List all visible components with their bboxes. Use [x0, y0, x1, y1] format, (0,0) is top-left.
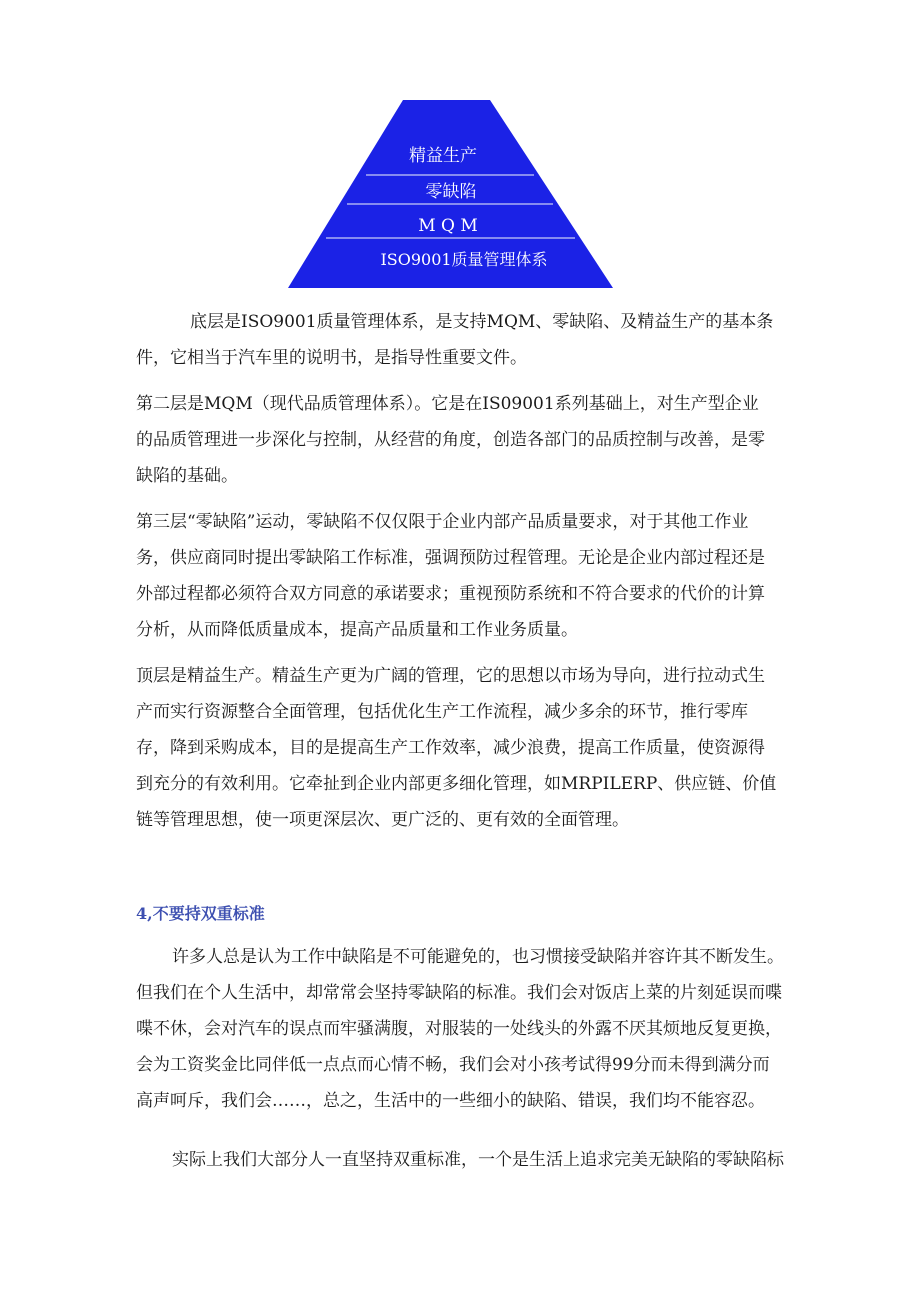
paragraph-line: 会为工资奖金比同伴低一点点而心情不畅，我们会对小孩考试得99分而未得到满分而 [136, 1055, 770, 1075]
paragraph-line: 存，降到采购成本，目的是提高生产工作效率，减少浪费，提高工作质量，使资源得 [136, 738, 765, 758]
paragraph-line: 务，供应商同时提出零缺陷工作标准，强调预防过程管理。无论是企业内部过程还是 [136, 548, 765, 568]
paragraph-line: 底层是ISO9001质量管理体系，是支持MQM、零缺陷、及精益生产的基本条 [190, 312, 774, 332]
paragraph-line: 产而实行资源整合全面管理，包括优化生产工作流程，减少多余的环节，推行零库 [136, 702, 748, 722]
paragraph-line: 第三层“零缺陷”运动，零缺陷不仅仅限于企业内部产品质量要求，对于其他工作业 [136, 512, 749, 532]
paragraph-line: 高声呵斥，我们会……，总之，生活中的一些细小的缺陷、错误，我们均不能容忍。 [136, 1091, 765, 1111]
pyramid-level-zero-defect: 零缺陷 [425, 182, 477, 202]
paragraph-line: 件，它相当于汽车里的说明书，是指导性重要文件。 [136, 348, 527, 368]
quality-pyramid-diagram [288, 100, 613, 288]
pyramid-svg [288, 100, 613, 288]
paragraph-line: 实际上我们大部分人一直坚持双重标准，一个是生活上追求完美无缺陷的零缺陷标 [172, 1150, 784, 1170]
paragraph-line: 喋不休，会对汽车的误点而牢骚满腹，对服装的一处线头的外露不厌其烦地反复更换， [136, 1019, 782, 1039]
pyramid-level-iso9001: ISO9001质量管理体系 [380, 250, 548, 269]
paragraph-line: 的品质管理进一步深化与控制，从经营的角度，创造各部门的品质控制与改善，是零 [136, 430, 765, 450]
pyramid-level-mqm: M Q M [418, 216, 478, 236]
paragraph-line: 第二层是MQM（现代品质管理体系）。它是在IS09001系列基础上，对生产型企业 [136, 394, 759, 414]
paragraph-line: 缺陷的基础。 [136, 466, 238, 486]
paragraph-line: 但我们在个人生活中，却常常会坚持零缺陷的标准。我们会对饭店上菜的片刻延误而喋 [136, 983, 782, 1003]
paragraph-line: 到充分的有效利用。它牵扯到企业内部更多细化管理，如MRPILERP、供应链、价值 [136, 774, 777, 794]
pyramid-level-lean: 精益生产 [409, 146, 477, 166]
paragraph-line: 分析，从而降低质量成本，提高产品质量和工作业务质量。 [136, 620, 578, 640]
paragraph-line: 许多人总是认为工作中缺陷是不可能避免的，也习惯接受缺陷并容许其不断发生。 [172, 947, 784, 967]
paragraph-line: 外部过程都必须符合双方同意的承诺要求；重视预防系统和不符合要求的代价的计算 [136, 584, 765, 604]
paragraph-line: 链等管理思想，使一项更深层次、更广泛的、更有效的全面管理。 [136, 810, 629, 830]
section-heading: 4,不要持双重标准 [136, 904, 265, 923]
paragraph-line: 顶层是精益生产。精益生产更为广阔的管理，它的思想以市场为导向，进行拉动式生 [136, 666, 765, 686]
